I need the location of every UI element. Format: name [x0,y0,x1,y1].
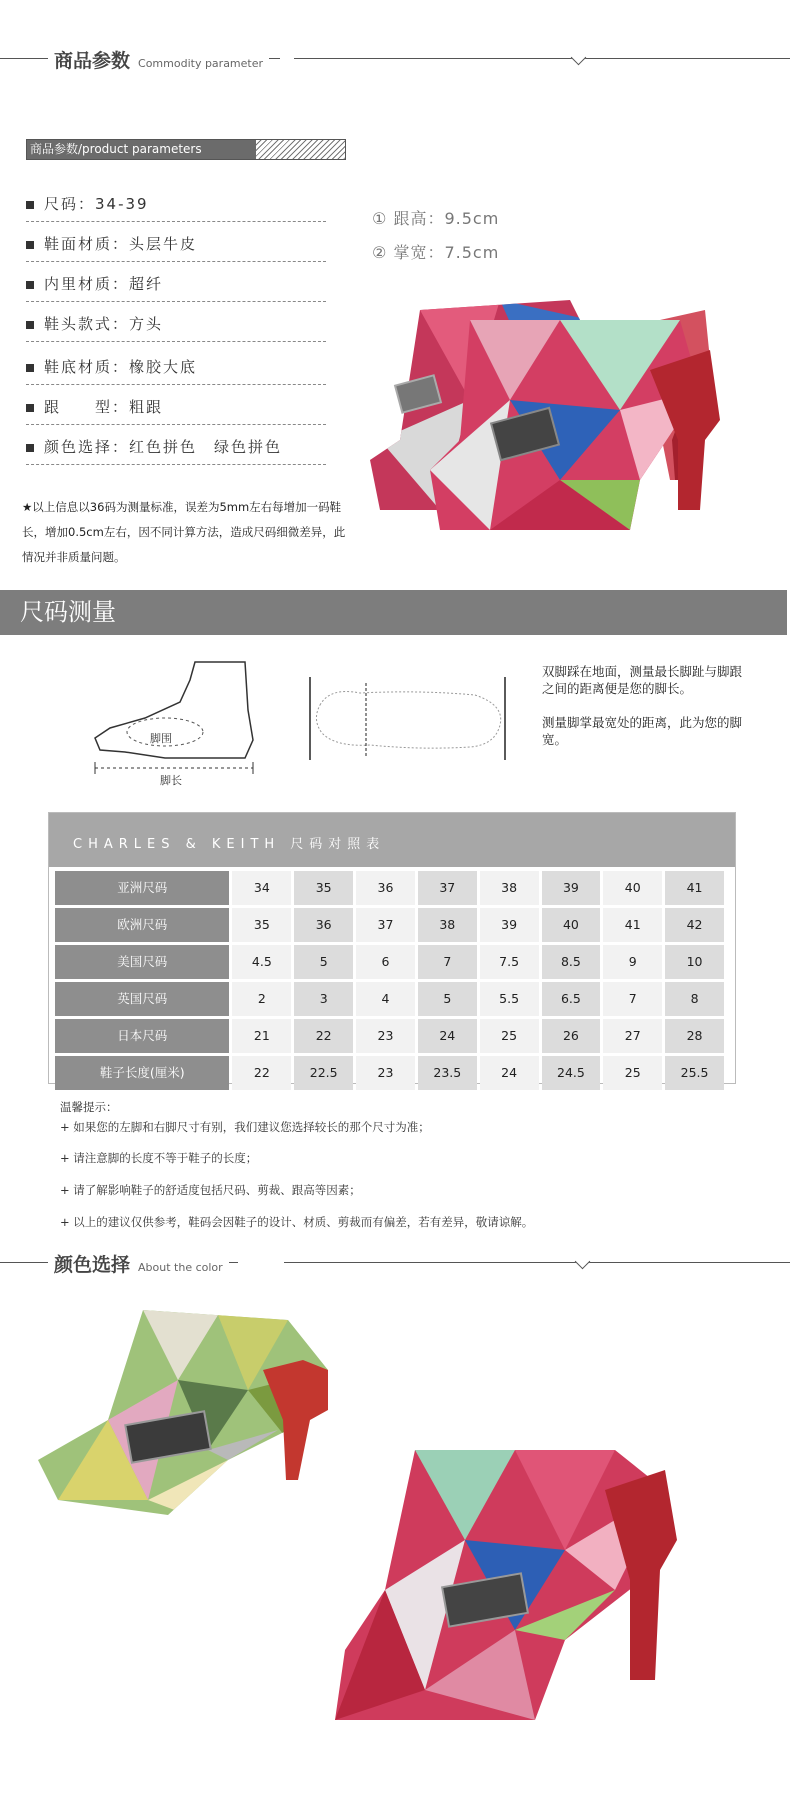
color-header-notch [575,1254,591,1270]
dashed-divider [26,384,326,385]
header-gap [280,50,294,66]
param-value: 粗跟 [129,398,164,416]
table-cell: 9 [603,945,662,979]
param-label: 内里材质： [44,275,130,293]
heel-value: 9.5cm [444,209,500,228]
marker-1: ① [372,209,388,228]
table-cell: 7 [603,982,662,1016]
param-heel [26,396,326,417]
param-value: 方头 [129,315,164,333]
color-header-en: About the color [138,1261,223,1274]
param-sole [26,356,326,377]
size-banner-title: 尺码测量 [20,598,116,626]
tip-item: + 如果您的左脚和右脚尺寸有别，我们建议您选择较长的那个尺寸为准； [60,1120,430,1134]
param-label: 跟 型： [44,398,130,416]
table-cell: 37 [356,908,415,942]
table-cell: 37 [418,871,477,905]
heel-label: 跟高： [393,209,445,228]
width-label: 掌宽： [393,243,445,262]
table-cell: 23 [356,1019,415,1053]
params-bar-label: 商品参数/product parameters [27,140,256,159]
param-label: 颜色选择： [44,438,130,456]
width-value: 7.5cm [444,243,500,262]
table-cell: 40 [603,871,662,905]
size-table-header [49,813,735,867]
heel-height-info [372,206,499,229]
table-cell: 42 [665,908,724,942]
commodity-header-cn: 商品参数 [54,50,131,72]
size-table [48,812,736,1084]
size-banner [0,590,787,635]
table-cell: 41 [603,908,662,942]
table-cell: 34 [232,871,291,905]
dashed-divider [26,301,326,302]
row-label: 亚洲尺码 [55,871,229,905]
table-cell: 2 [232,982,291,1016]
table-cell: 40 [542,908,601,942]
bullet-icon [26,404,34,412]
commodity-header-en: Commodity parameter [138,57,264,70]
dashed-divider [26,341,326,342]
table-row [55,1056,727,1080]
param-label: 尺码： [44,195,96,213]
tips-title: 温馨提示： [60,1100,118,1114]
table-cell: 25 [480,1019,539,1053]
table-cell: 6.5 [542,982,601,1016]
params-bar [26,139,346,160]
table-cell: 23 [356,1056,415,1090]
table-cell: 10 [665,945,724,979]
product-shoe-image-red [360,280,750,550]
color-header-cn: 颜色选择 [54,1254,131,1276]
table-cell: 35 [294,871,353,905]
table-row [55,871,727,905]
header-notch [571,50,587,66]
param-upper [26,233,326,254]
table-cell: 27 [603,1019,662,1053]
param-label: 鞋底材质： [44,358,130,376]
table-cell: 5 [294,945,353,979]
color-header [48,1250,229,1277]
table-row [55,945,727,979]
table-cell: 25.5 [665,1056,724,1090]
tip-item: + 请注意脚的长度不等于鞋子的长度； [60,1151,258,1165]
row-label: 欧洲尺码 [55,908,229,942]
params-bar-hatch [256,140,345,159]
table-cell: 38 [480,871,539,905]
param-toe [26,313,326,334]
table-cell: 24 [480,1056,539,1090]
param-label: 鞋面材质： [44,235,130,253]
table-cell: 25 [603,1056,662,1090]
dashed-divider [26,424,326,425]
row-label: 美国尺码 [55,945,229,979]
foot-top-diagram [300,675,515,765]
sole-width-info [372,240,499,263]
table-cell: 21 [232,1019,291,1053]
bullet-icon [26,241,34,249]
bullet-icon [26,201,34,209]
foot-length-label: 脚长 [160,774,182,787]
bullet-icon [26,364,34,372]
param-lining [26,273,326,294]
bullet-icon [26,444,34,452]
bullet-icon [26,321,34,329]
table-row [55,908,727,942]
table-cell: 24 [418,1019,477,1053]
foot-arch-label: 脚围 [150,732,172,745]
table-cell: 8.5 [542,945,601,979]
param-value: 超纤 [129,275,164,293]
table-cell: 5 [418,982,477,1016]
table-row [55,1019,727,1053]
table-cell: 39 [480,908,539,942]
product-shoe-image-red-2 [315,1430,700,1740]
dashed-divider [26,261,326,262]
size-notice: ★以上信息以36码为测量标准，误差为5mm左右每增加一码鞋长，增加0.5cm左右，因不同计算方法，造成尺码细微差异，此情况并非质量问题。 [22,500,346,564]
measure-text-width: 测量脚掌最宽处的距离，此为您的脚宽。 [542,715,743,747]
tip-item: + 请了解影响鞋子的舒适度包括尺码、剪裁、跟高等因素； [60,1183,361,1197]
table-cell: 36 [356,871,415,905]
table-cell: 39 [542,871,601,905]
param-label: 鞋头款式： [44,315,130,333]
param-value: 34-39 [95,195,149,213]
table-cell: 4 [356,982,415,1016]
table-cell: 7 [418,945,477,979]
table-cell: 38 [418,908,477,942]
dashed-divider [26,221,326,222]
table-cell: 22 [294,1019,353,1053]
table-cell: 8 [665,982,724,1016]
param-size [26,193,326,214]
table-cell: 22.5 [294,1056,353,1090]
param-value: 红色拼色 绿色拼色 [129,438,283,456]
row-label: 英国尺码 [55,982,229,1016]
color-header-gap [238,1254,284,1270]
bullet-icon [26,281,34,289]
table-cell: 41 [665,871,724,905]
table-cell: 35 [232,908,291,942]
dashed-divider [26,464,326,465]
param-color [26,436,326,457]
product-shoe-image-green [28,1300,338,1540]
commodity-header [48,46,269,73]
table-cell: 6 [356,945,415,979]
table-cell: 4.5 [232,945,291,979]
table-cell: 24.5 [542,1056,601,1090]
tip-item: + 以上的建议仅供参考，鞋码会因鞋子的设计、材质、剪裁而有偏差，若有差异，敬请谅解。 [60,1215,534,1229]
row-label: 鞋子长度(厘米) [55,1056,229,1090]
table-cell: 7.5 [480,945,539,979]
param-value: 橡胶大底 [129,358,198,376]
row-label: 日本尺码 [55,1019,229,1053]
marker-2: ② [372,243,388,262]
size-table-title: CHARLES & KEITH 尺码对照表 [73,837,386,852]
table-cell: 36 [294,908,353,942]
table-cell: 22 [232,1056,291,1090]
table-cell: 5.5 [480,982,539,1016]
table-cell: 28 [665,1019,724,1053]
table-cell: 3 [294,982,353,1016]
table-cell: 23.5 [418,1056,477,1090]
foot-side-diagram [85,650,260,780]
table-cell: 26 [542,1019,601,1053]
measure-text-length: 双脚踩在地面，测量最长脚趾与脚跟之间的距离便是您的脚长。 [542,664,743,696]
table-row [55,982,727,1016]
param-value: 头层牛皮 [129,235,198,253]
